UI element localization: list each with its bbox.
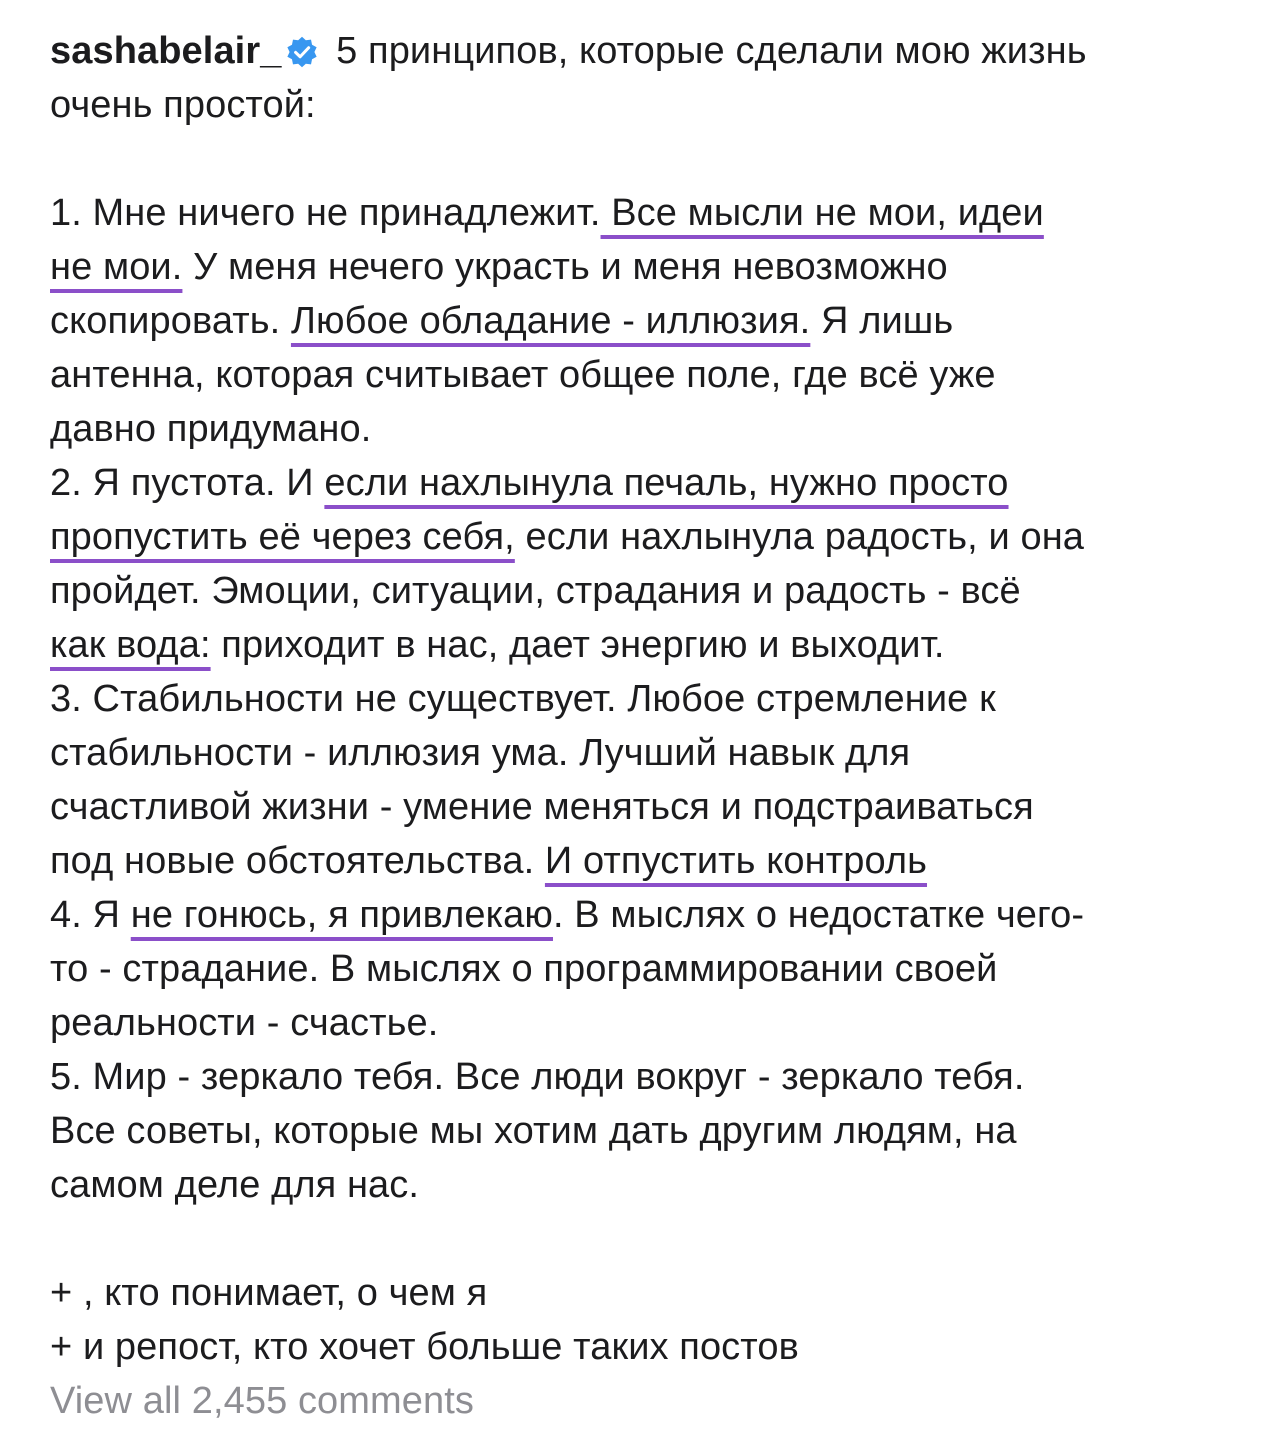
- caption-line-20: [50, 1104, 1250, 1158]
- blank-line: [50, 1212, 1250, 1266]
- caption-segment: то - страдание. В мыслях о программировании своей: [50, 948, 998, 990]
- caption-segment: антенна, которая считывает общее поле, где всё уже: [50, 354, 996, 396]
- caption-segment: + , кто понимает, о чем я: [50, 1272, 488, 1314]
- caption-line-7: [50, 402, 1250, 456]
- caption-segment: 5. Мир - зеркало тебя. Все люди вокруг - зеркало тебя.: [50, 1056, 1025, 1098]
- caption-line-19: [50, 1050, 1250, 1104]
- caption-segment: приходит в нас, дает энергию и выходит.: [210, 624, 945, 666]
- caption-line-12: [50, 672, 1250, 726]
- caption-line-14: [50, 780, 1250, 834]
- underlined-segment: Любое обладание - иллюзия.: [290, 300, 811, 342]
- underlined-segment: пропустить её через себя,: [50, 516, 515, 558]
- caption-segment: + и репост, кто хочет больше таких постов: [50, 1326, 799, 1368]
- caption-line-16: [50, 888, 1250, 942]
- caption-segment: стабильности - иллюзия ума. Лучший навык для: [50, 732, 911, 774]
- caption-line-9: [50, 510, 1250, 564]
- caption-line-21: [50, 1158, 1250, 1212]
- caption-segment: 4. Я: [50, 894, 131, 936]
- view-all-comments-link[interactable]: View all 2,455 comments: [50, 1380, 475, 1422]
- caption-segment: скопировать.: [50, 300, 291, 342]
- blank-line: [50, 132, 1250, 186]
- username-link[interactable]: sashabelair_: [50, 30, 282, 72]
- caption-segment: . В мыслях о недостатке чего-: [552, 894, 1085, 936]
- caption-segment: У меня нечего украсть и меня невозможно: [182, 246, 948, 288]
- underlined-segment: если нахлынула печаль, нужно просто: [324, 462, 1009, 504]
- caption-line-18: [50, 996, 1250, 1050]
- caption-segment: Я лишь: [810, 300, 954, 342]
- caption-segment: Все советы, которые мы хотим дать другим людям, на: [50, 1110, 1017, 1152]
- caption-segment: 1. Мне ничего не принадлежит.: [50, 192, 601, 234]
- caption-line-24: [50, 1320, 1250, 1374]
- caption-line-17: [50, 942, 1250, 996]
- caption-line-10: [50, 564, 1250, 618]
- caption-line-23: [50, 1266, 1250, 1320]
- caption-line-13: [50, 726, 1250, 780]
- underlined-segment: Все мысли не мои, идеи: [600, 192, 1044, 234]
- caption-segment: очень простой:: [50, 84, 316, 126]
- caption-line-5: [50, 294, 1250, 348]
- caption-segment: давно придумано.: [50, 408, 372, 450]
- caption-segment: 2. Я пустота. И: [50, 462, 325, 504]
- caption-segment: самом деле для нас.: [50, 1164, 420, 1206]
- caption-line-1: [50, 78, 1250, 132]
- caption-line-3: [50, 186, 1250, 240]
- underlined-segment: не мои.: [50, 246, 183, 288]
- caption-line-8: [50, 456, 1250, 510]
- caption-line-6: [50, 348, 1250, 402]
- verified-badge-icon: [285, 30, 319, 84]
- caption-segment: реальности - счастье.: [50, 1002, 439, 1044]
- caption-segment: счастливой жизни - умение меняться и подстраиваться: [50, 786, 1034, 828]
- caption-line-4: [50, 240, 1250, 294]
- caption-segment: 5 принципов, которые сделали мою жизнь: [325, 30, 1087, 72]
- caption-line-0: [50, 24, 1250, 78]
- caption-line-15: [50, 834, 1250, 888]
- caption-segment: под новые обстоятельства.: [50, 840, 545, 882]
- caption-line-11: [50, 618, 1250, 672]
- underlined-segment: не гонюсь, я привлекаю: [130, 894, 553, 936]
- post-caption: [50, 24, 1250, 1428]
- caption-segment: если нахлынула радость, и она: [514, 516, 1085, 558]
- caption-segment: пройдет. Эмоции, ситуации, страдания и радость - всё: [50, 570, 1021, 612]
- underlined-segment: как вода:: [50, 624, 211, 666]
- caption-segment: 3. Стабильности не существует. Любое стремление к: [50, 678, 996, 720]
- underlined-segment: И отпустить контроль: [544, 840, 928, 882]
